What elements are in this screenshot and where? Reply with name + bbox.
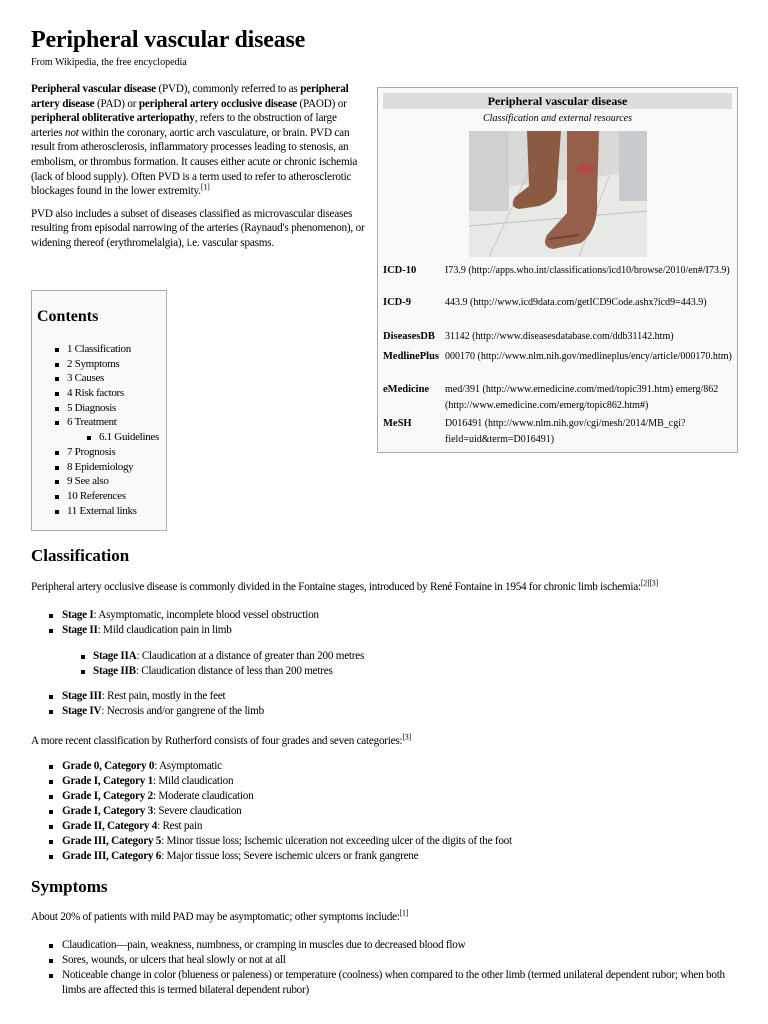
paragraph-text: About 20% of patients with mild PAD may be asymptomatic; other symptoms include: [31,911,400,923]
paragraph-text: Peripheral artery occlusive disease is commonly divided in the Fontaine stages, introduced by René Fontaine in 1954 for chronic limb ischemia: [31,581,641,593]
bold-term-obliterative: peripheral obliterative arteriopathy [31,112,195,125]
table-of-contents [31,290,167,531]
list-item [31,704,264,719]
toc-item[interactable]: 8 Epidemiology [37,460,159,475]
infobox-link[interactable]: 443.9 (http://www.icd9data.com/getICD9Code.ashx?icd9=443.9) [445,297,707,308]
reference-link[interactable]: [1] [399,908,409,918]
toc-item[interactable]: 7 Prognosis [37,445,159,460]
stage-label: Stage II [62,624,98,636]
bold-term-paod: peripheral artery occlusive disease [138,97,297,110]
stage-label: Stage III [62,690,102,702]
fontaine-stages-list [31,608,319,638]
stage-label: Stage IV [62,705,102,717]
infobox-link[interactable]: I73.9 (http://apps.who.int/classifications/icd10/browse/2010/en#/I73.9) [445,265,730,276]
grade-text: : Asymptomatic [154,760,222,772]
intro-text: (PVD), commonly referred to as [155,83,301,95]
infobox-link[interactable]: D016491 (http://www.nlm.nih.gov/cgi/mesh/2014/MB_cgi?field=uid&term=D016491) [445,418,686,445]
fontaine-substages-list [31,649,364,679]
list-item [31,849,512,864]
toc-item[interactable]: 4 Risk factors [37,386,159,401]
infobox-key: eMedicine [383,384,430,395]
intro-text: (PAD) or [94,97,139,110]
infobox-link[interactable]: 31142 (http://www.diseasesdatabase.com/ddb31142.htm) [445,331,674,342]
infobox-key: ICD-10 [383,265,417,276]
symptoms-intro [31,908,741,923]
stage-label: Stage IIA [93,650,137,662]
symptoms-list [31,938,742,998]
toc-item[interactable]: 11 External links [37,504,159,519]
stage-text: : Mild claudication pain in limb [97,624,232,636]
infobox-link[interactable]: med/391 (http://www.emedicine.com/med/topic391.htm) emerg/862 (http://www.emedicine.com/emerg/topic862.htm#) [445,384,719,411]
infobox-photo[interactable] [469,131,647,257]
infobox [377,87,738,453]
grade-text: : Rest pain [157,820,203,832]
infobox-link[interactable]: 000170 (http://www.nlm.nih.gov/medlineplus/ency/article/000170.htm) [445,351,732,362]
infobox-key: DiseasesDB [383,331,435,342]
bold-term-pvd: Peripheral vascular disease [31,83,156,95]
grade-label: Grade I, Category 1 [62,775,153,787]
intro-text: , refers to the obstruction of large arteries [31,112,337,139]
list-item [31,608,319,623]
feet-photo-illustration [469,131,647,257]
stage-text: : Rest pain, mostly in the feet [101,690,226,702]
fontaine-stages-list-2 [31,689,264,719]
list-item: Sores, wounds, or ulcers that heal slowly or not at all [31,953,742,968]
rutherford-intro [31,732,741,747]
list-item [31,819,512,834]
reference-link[interactable]: [1] [200,182,210,192]
infobox-key: MedlinePlus [383,351,440,362]
stage-text: : Asymptomatic, incomplete blood vessel obstruction [93,609,319,621]
toc-item[interactable]: 2 Symptoms [37,357,159,372]
grade-label: Grade I, Category 2 [62,790,153,802]
intro-paragraph-1 [31,82,366,199]
list-item [31,774,512,789]
paragraph-text: A more recent classification by Rutherford consists of four grades and seven categories: [31,735,403,747]
infobox-title: Peripheral vascular disease [383,93,732,109]
toc-list [37,342,159,518]
list-item [31,834,512,849]
grade-label: Grade I, Category 3 [62,805,153,817]
list-item: Noticeable change in color (blueness or paleness) or temperature (coolness) when compared to the other limb (termed unilateral dependent rubor; when both limbs are affected this is termed bilateral dependent rubor) [31,968,742,998]
list-item [31,759,512,774]
tagline: From Wikipedia, the free encyclopedia [31,57,187,68]
toc-title: Contents [37,308,99,325]
grade-label: Grade II, Category 4 [62,820,158,832]
list-item [31,789,512,804]
section-heading-classification: Classification [31,546,130,565]
list-item [31,664,364,679]
intro-text: within the coronary, aortic arch vasculature, or brain. PVD can result from atherosclerosis, inflammatory processes leading to stenosis, an embolism, or thrombus formation. It causes either acute or chronic ischemia (lack of blood supply). Often PVD is a term used to refer to atherosclerotic blockages found in the lower extremity. [31,126,358,198]
rutherford-grades-list [31,759,512,864]
grade-text: : Severe claudication [152,805,242,817]
italic-not: not [64,126,79,139]
intro-text: (PAOD) or [296,97,347,110]
section-heading-symptoms: Symptoms [31,877,108,896]
toc-item[interactable]: 5 Diagnosis [37,401,159,416]
infobox-key: ICD-9 [383,297,411,308]
infobox-key: MeSH [383,418,412,429]
toc-item[interactable]: 1 Classification [37,342,159,357]
stage-text: : Claudication distance of less than 200 metres [135,665,333,677]
toc-item[interactable]: 6 Treatment [37,415,159,430]
grade-label: Grade III, Category 6 [62,850,162,862]
stage-label: Stage I [62,609,94,621]
stage-label: Stage IIB [93,665,136,677]
grade-text: : Major tissue loss; Severe ischemic ulcers or frank gangrene [161,850,419,862]
grade-text: : Mild claudication [152,775,234,787]
page-title: Peripheral vascular disease [31,27,306,53]
list-item: Claudication—pain, weakness, numbness, or cramping in muscles due to decreased blood flow [31,938,742,953]
intro-paragraph-2: PVD also includes a subset of diseases classified as microvascular diseases resulting from episodal narrowing of the arteries (Raynaud's phenomenon), or widening thereof (erythromelalgia), i.e. vascular spasms. [31,207,365,249]
reference-link[interactable]: [2][3] [640,578,658,588]
classification-intro [31,578,741,593]
intro-section [31,82,366,259]
infobox-subtitle: Classification and external resources [483,113,632,124]
toc-item[interactable]: 9 See also [37,474,159,489]
stage-text: : Necrosis and/or gangrene of the limb [101,705,264,717]
reference-link[interactable]: [3] [402,732,411,742]
toc-item[interactable]: 10 References [37,489,159,504]
list-item [31,804,512,819]
grade-text: : Moderate claudication [152,790,254,802]
stage-text: : Claudication at a distance of greater than 200 metres [136,650,365,662]
toc-item[interactable]: 3 Causes [37,371,159,386]
list-item [31,649,364,664]
toc-subitem[interactable]: 6.1 Guidelines [37,430,159,445]
grade-label: Grade 0, Category 0 [62,760,155,772]
bold-term-pad: peripheral artery disease [31,83,349,110]
list-item [31,689,264,704]
grade-label: Grade III, Category 5 [62,835,162,847]
grade-text: : Minor tissue loss; Ischemic ulceration not exceeding ulcer of the digits of the foot [161,835,512,847]
list-item [31,623,319,638]
